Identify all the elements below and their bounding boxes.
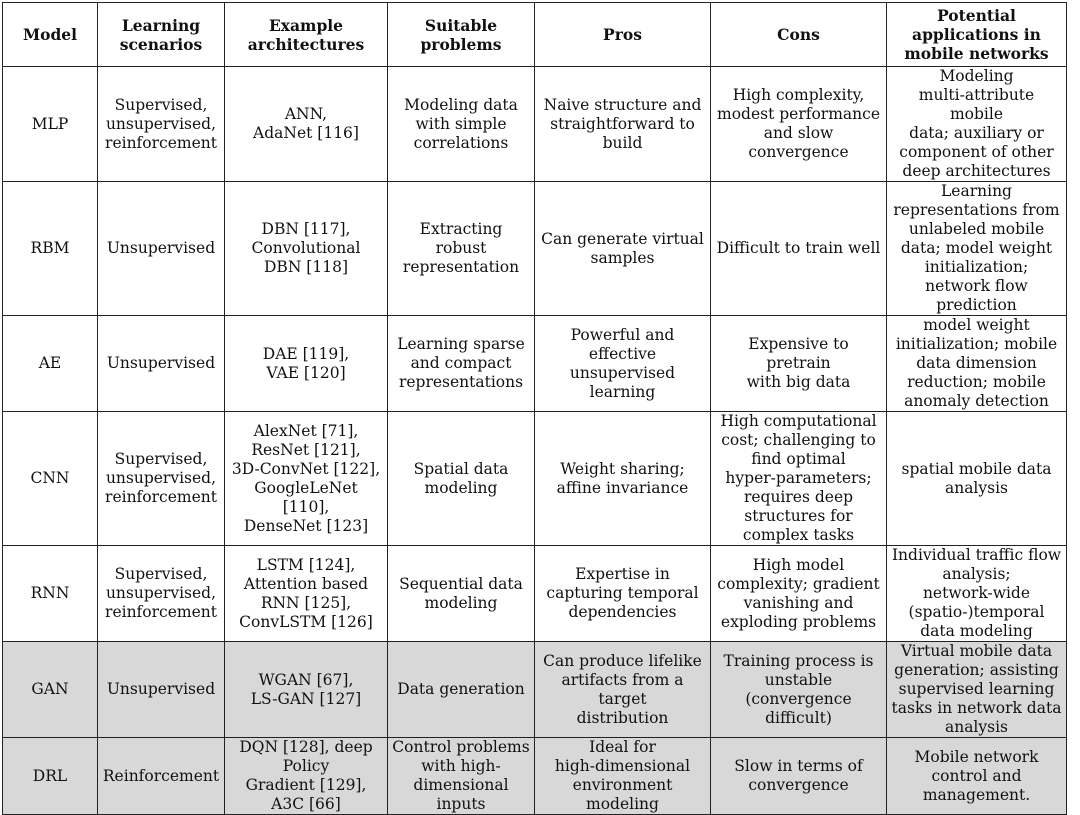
cell-pros: Ideal for high-dimensional environment modeling	[535, 738, 711, 815]
cell-model: AE	[3, 316, 98, 412]
table-row-rnn	[3, 546, 1067, 642]
cell-scenarios: Unsupervised	[98, 642, 225, 738]
cell-scenarios: Supervised, unsupervised, reinforcement	[98, 412, 225, 546]
cell-problems: Extracting robust representation	[388, 182, 535, 316]
cell-cons: Difficult to train well	[711, 182, 887, 316]
cell-scenarios: Reinforcement	[98, 738, 225, 815]
cell-applications: Individual traffic flow analysis; network-wide (spatio-)temporal data modeling	[887, 546, 1067, 642]
cell-cons: High complexity, modest performance and slow convergence	[711, 67, 887, 182]
cell-architectures: DBN [117], Convolutional DBN [118]	[225, 182, 388, 316]
cell-problems: Control problems with high- dimensional inputs	[388, 738, 535, 815]
cell-model: DRL	[3, 738, 98, 815]
header-learning-scenarios: Learning scenarios	[98, 3, 225, 67]
cell-problems: Data generation	[388, 642, 535, 738]
cell-architectures: DAE [119], VAE [120]	[225, 316, 388, 412]
cell-applications: spatial mobile data analysis	[887, 412, 1067, 546]
table-row-mlp	[3, 67, 1067, 182]
cell-architectures: LSTM [124], Attention based RNN [125], ConvLSTM [126]	[225, 546, 388, 642]
cell-architectures: DQN [128], deep Policy Gradient [129], A3C [66]	[225, 738, 388, 815]
table-row-ae	[3, 316, 1067, 412]
cell-architectures: ANN, AdaNet [116]	[225, 67, 388, 182]
header-example-architectures: Example architectures	[225, 3, 388, 67]
cell-applications: Mobile network control and management.	[887, 738, 1067, 815]
cell-pros: Can generate virtual samples	[535, 182, 711, 316]
cell-applications: Virtual mobile data generation; assisting supervised learning tasks in network data analysis	[887, 642, 1067, 738]
cell-applications: Learning representations from unlabeled mobile data; model weight initialization; network flow prediction	[887, 182, 1067, 316]
cell-applications: Modeling multi-attribute mobile data; auxiliary or component of other deep architectures	[887, 67, 1067, 182]
cell-scenarios: Supervised, unsupervised, reinforcement	[98, 67, 225, 182]
header-suitable-problems: Suitable problems	[388, 3, 535, 67]
cell-pros: Expertise in capturing temporal dependencies	[535, 546, 711, 642]
cell-problems: Learning sparse and compact representations	[388, 316, 535, 412]
cell-pros: Weight sharing; affine invariance	[535, 412, 711, 546]
header-model: Model	[3, 3, 98, 67]
cell-model: CNN	[3, 412, 98, 546]
cell-cons: High model complexity; gradient vanishing and exploding problems	[711, 546, 887, 642]
cell-architectures: AlexNet [71], ResNet [121], 3D-ConvNet [122], GoogleLeNet [110], DenseNet [123]	[225, 412, 388, 546]
cell-model: RNN	[3, 546, 98, 642]
table-row-gan	[3, 642, 1067, 738]
cell-cons: Expensive to pretrain with big data	[711, 316, 887, 412]
cell-model: MLP	[3, 67, 98, 182]
comparison-table	[2, 2, 1067, 815]
header-potential-applications: Potential applications in mobile networks	[887, 3, 1067, 67]
header-row	[3, 3, 1067, 67]
cell-model: GAN	[3, 642, 98, 738]
cell-problems: Spatial data modeling	[388, 412, 535, 546]
header-cons: Cons	[711, 3, 887, 67]
table-row-cnn	[3, 412, 1067, 546]
cell-scenarios: Supervised, unsupervised, reinforcement	[98, 546, 225, 642]
table-row-drl	[3, 738, 1067, 815]
cell-problems: Sequential data modeling	[388, 546, 535, 642]
cell-model: RBM	[3, 182, 98, 316]
cell-cons: Slow in terms of convergence	[711, 738, 887, 815]
header-pros: Pros	[535, 3, 711, 67]
cell-scenarios: Unsupervised	[98, 316, 225, 412]
cell-cons: Training process is unstable (convergence difficult)	[711, 642, 887, 738]
cell-pros: Can produce lifelike artifacts from a target distribution	[535, 642, 711, 738]
cell-applications: model weight initialization; mobile data dimension reduction; mobile anomaly detection	[887, 316, 1067, 412]
cell-architectures: WGAN [67], LS-GAN [127]	[225, 642, 388, 738]
table-row-rbm	[3, 182, 1067, 316]
cell-pros: Naive structure and straightforward to build	[535, 67, 711, 182]
cell-scenarios: Unsupervised	[98, 182, 225, 316]
cell-pros: Powerful and effective unsupervised learning	[535, 316, 711, 412]
cell-cons: High computational cost; challenging to find optimal hyper-parameters; requires deep structures for complex tasks	[711, 412, 887, 546]
cell-problems: Modeling data with simple correlations	[388, 67, 535, 182]
